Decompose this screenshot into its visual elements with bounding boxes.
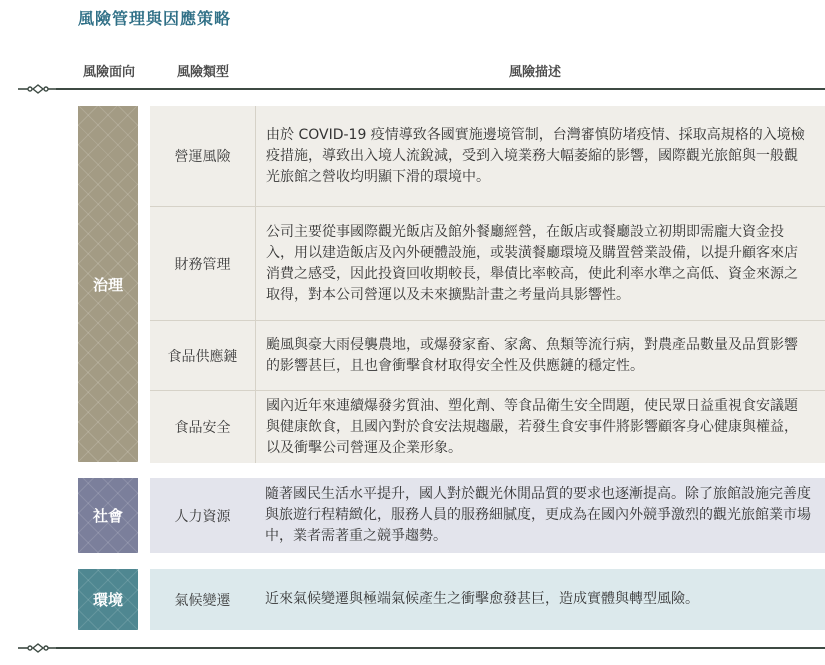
header-risk-aspect: 風險面向 xyxy=(82,65,135,80)
category-environment: 環境 xyxy=(78,569,138,630)
risk-row-food-supply-chain xyxy=(150,320,825,391)
risk-row-finance xyxy=(150,206,825,321)
risk-type: 財務管理 xyxy=(150,207,256,321)
page-title: 風險管理與因應策略 xyxy=(78,9,232,28)
category-governance: 治理 xyxy=(78,106,138,462)
risk-description: 國內近年來連續爆發劣質油、塑化劑、等食品衛生安全問題，使民眾日益重視食安議題與健康飲食，且國內對於食安法規趨嚴，若發生食安事件將影響顧客身心健康與權益，以及衝擊公司營運及企業形象。 xyxy=(266,397,798,456)
risk-description: 公司主要從事國際觀光飯店及館外餐廳經營，在飯店或餐廳設立初期即需龐大資金投入，用以建造飯店及內外硬體設施，或裝潢餐廳環境及購置營業設備，以提升顧客來店消費之感受，因此投資回收期較長，舉債比率較高，使此利率水準之高低、資金來源之取得，對本公司營運以及未來擴點計畫之考量尚具影響性。 xyxy=(266,224,798,303)
risk-type: 食品安全 xyxy=(150,391,256,463)
risk-type: 營運風險 xyxy=(150,106,256,206)
ornament-icon xyxy=(18,84,60,94)
risk-type: 人力資源 xyxy=(174,508,231,525)
header-divider xyxy=(18,84,825,94)
category-social: 社會 xyxy=(78,478,138,553)
risk-description: 近來氣候變遷與極端氣候產生之衝擊愈發甚巨，造成實體與轉型風險。 xyxy=(265,591,699,607)
header-risk-type: 風險類型 xyxy=(176,65,229,80)
risk-row-food-safety xyxy=(150,390,825,463)
risk-description: 由於 COVID-19 疫情導致各國實施邊境管制，台灣審慎防堵疫情、採取高規格的入境檢疫措施，導致出入境人流銳減，受到入境業務大幅萎縮的影響，國際觀光旅館與一般觀光旅館之營收均明顯下滑的環境中。 xyxy=(266,126,805,185)
header-risk-description: 風險描述 xyxy=(508,65,561,80)
risk-type: 氣候變遷 xyxy=(174,592,231,609)
risk-description: 隨著國民生活水平提升，國人對於觀光休閒品質的要求也逐漸提高。除了旅館設施完善度與旅遊行程精緻化，服務人員的服務細膩度，更成為在國內外競爭激烈的觀光旅館業市場中，業者需著重之競爭趨勢。 xyxy=(265,486,811,544)
risk-description: 颱風與豪大雨侵襲農地，或爆發家畜、家禽、魚類等流行病，對農產品數量及品質影響的影響甚巨，且也會衝擊食材取得安全性及供應鏈的穩定性。 xyxy=(266,337,798,374)
risk-row-human-resources xyxy=(150,478,825,553)
footer-divider xyxy=(18,643,825,653)
risk-row-operations xyxy=(150,106,825,206)
ornament-icon xyxy=(18,643,60,653)
risk-row-climate-change xyxy=(150,569,825,630)
risk-type: 食品供應鏈 xyxy=(150,321,256,391)
